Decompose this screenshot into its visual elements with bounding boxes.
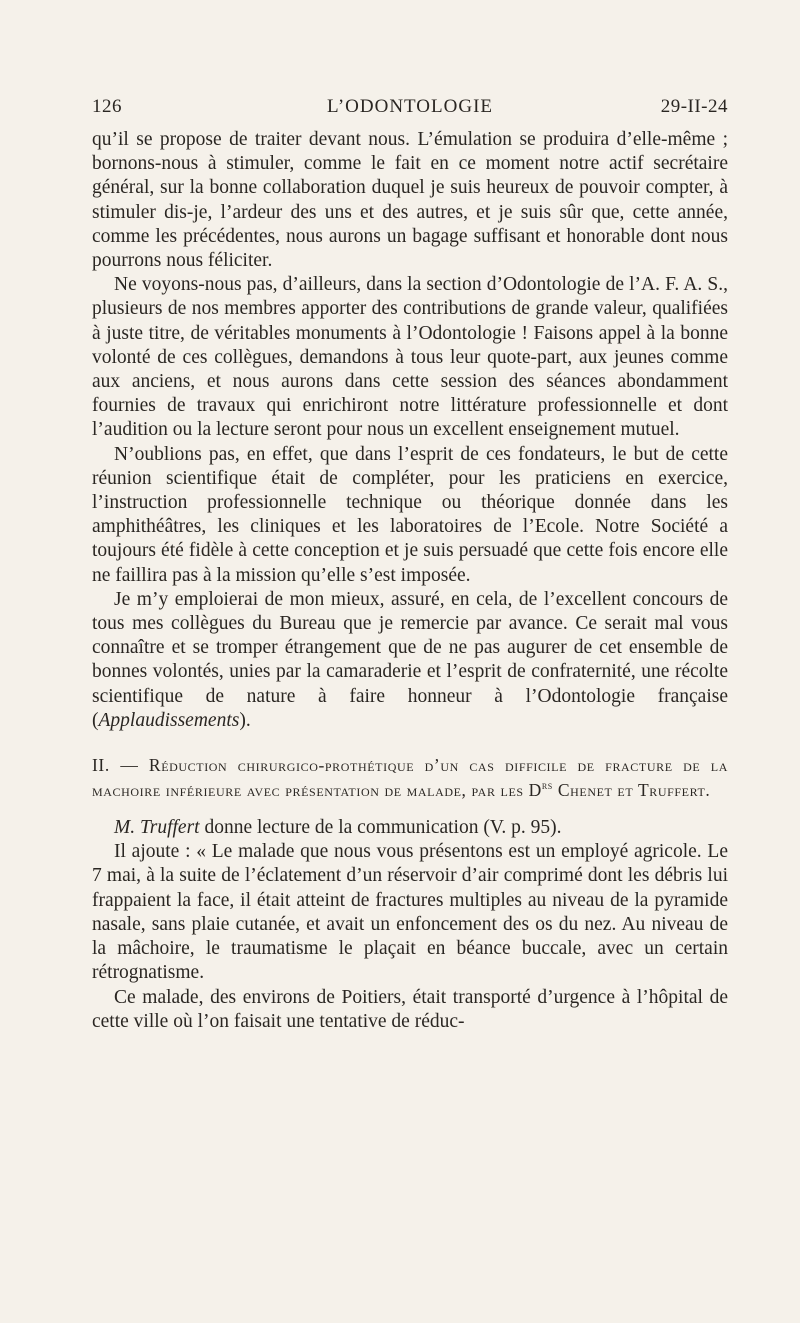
paragraph-4-close: ). xyxy=(239,709,251,731)
journal-title: L’ODONTOLOGIE xyxy=(326,96,494,117)
running-head xyxy=(92,96,728,124)
issue-date: 29-II-24 xyxy=(660,96,728,117)
body-text xyxy=(92,128,728,1034)
speaker-name: M. Truffert xyxy=(114,817,200,839)
section-number: II. xyxy=(92,755,110,776)
page-number: 126 xyxy=(92,96,122,117)
section-title-sup: rs xyxy=(541,779,553,792)
paragraph-4 xyxy=(92,588,728,733)
paragraph-3: N’oublions pas, en effet, que dans l’esprit de ces fondateurs, le but de cette réunion scientifique était de compléter, pour les praticiens en exercice, l’instruction professionnelle technique ou théorique donnée dans les amphithéâtres, les cliniques et les laboratoires de l’Ecole. Notre Société a toujours été fidèle à cette conception et je suis persuadé que cette fois encore elle ne faillira pas à la mission qu’elle s’est imposée. xyxy=(92,443,728,586)
paragraph-2: Ne voyons-nous pas, d’ailleurs, dans la section d’Odontologie de l’A. F. A. S., plusieurs de nos membres apporter des contributions de grande valeur, qualifiées à juste titre, de véritables monuments à l’Odontologie ! Faisons appel à la bonne volonté de ces collègues, demandons à tous leur quote-part, aux jeunes comme aux anciens, et nous aurons dans cette session des séances abondamment fournies de travaux qui enrichiront notre littérature professionnelle et dont l’audition ou la lecture seront pour nous un excellent enseignement mutuel. xyxy=(92,274,728,441)
section-title-authors: Chenet et Truffert. xyxy=(557,779,711,800)
reading-paragraph xyxy=(92,816,728,840)
section-title-text: Réduction chirurgico-prothétique d’un cas difficile de fracture de la machoire inférieure avec présentation de malade, par les D xyxy=(92,755,728,800)
reading-text: donne lecture de la communication (V. p. 95). xyxy=(204,817,562,839)
paragraph-5: Il ajoute : « Le malade que nous vous présentons est un employé agricole. Le 7 mai, à la suite de l’éclatement d’un réservoir d’air comprimé dont les débris lui frappaient la face, il était atteint de fractures multiples au niveau de la pyramide nasale, sans plaie cutanée, et avait un enfoncement des os du nez. Au niveau de la mâchoire, le traumatisme le plaçait en béance buccale, avec un certain rétrognatisme. xyxy=(92,841,728,984)
paragraph-1: qu’il se propose de traiter devant nous. L’émulation se produira d’elle-même ; bornons-nous à stimuler, comme le fait en ce moment notre actif secrétaire général, sur la bonne collaboration duquel je suis heureux de pouvoir compter, à stimuler dis-je, l’ardeur des uns et des autres, et je suis sûr que, cette année, comme les précédentes, nous aurons un bagage suffisant et honorable dont nous pourrons nous féliciter. xyxy=(92,129,728,272)
applause-note: Applaudissements xyxy=(98,709,240,731)
section-dash: — xyxy=(120,755,139,776)
paragraph-6: Ce malade, des environs de Poitiers, était transporté d’urgence à l’hôpital de cette ville où l’on faisait une tentative de réduc- xyxy=(92,986,728,1032)
paragraph-4-text: Je m’y emploierai de mon mieux, assuré, en cela, de l’excellent concours de tous mes collègues du Bureau que je remercie par avance. Ce serait mal vous connaître et se tromper étrangement que de ne pas augurer de cet ensemble de bonnes volontés, unies par la camaraderie et l’esprit de confraternité, une récolte scientifique de nature à faire honneur à l’Odontologie française ( xyxy=(92,588,728,731)
section-heading xyxy=(92,753,728,802)
